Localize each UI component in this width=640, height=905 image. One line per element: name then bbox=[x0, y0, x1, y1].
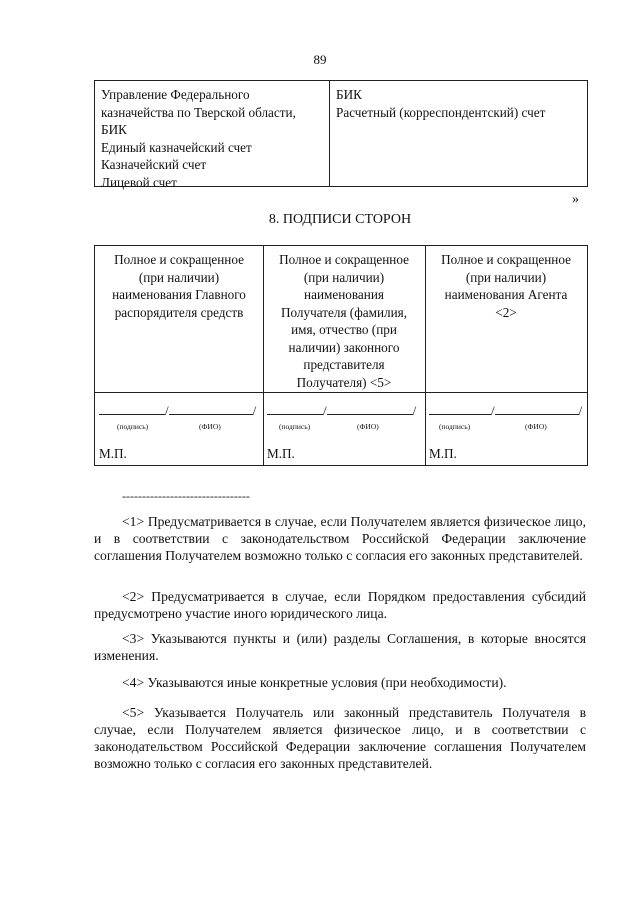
footnote-separator: -------------------------------- bbox=[122, 489, 250, 503]
signature-blank bbox=[429, 403, 491, 415]
footnote-text: <4> Указываются иные конкретные условия (при необходимости). bbox=[122, 675, 507, 690]
footnote-4 bbox=[94, 674, 586, 691]
header-line: наименования Агента bbox=[444, 287, 568, 302]
footnote-3 bbox=[94, 630, 586, 664]
bank-details-right-cell bbox=[330, 81, 587, 186]
signature-line: / / bbox=[99, 403, 256, 419]
header-line: Получателя (фамилия, bbox=[280, 304, 407, 320]
header-line: (при наличии) bbox=[465, 269, 547, 285]
header-line: Полное и сокращенное bbox=[441, 252, 571, 267]
name-blank bbox=[169, 403, 253, 415]
bank-left-line: Управление Федерального bbox=[101, 87, 250, 102]
footnote-text: <2> Предусматривается в случае, если Порядком предоставления субсидий предусмотрено участие иного юридического лица. bbox=[94, 589, 586, 621]
bank-left-line: Лицевой счет bbox=[101, 174, 177, 190]
header-line: наличии) законного bbox=[288, 339, 400, 355]
name-caption: (ФИО) bbox=[525, 422, 547, 431]
footnote-5 bbox=[94, 704, 586, 772]
signature-line: / / bbox=[267, 403, 416, 419]
closing-quote-mark: » bbox=[572, 192, 579, 207]
signature-blank bbox=[99, 403, 165, 415]
signature-line: / / bbox=[429, 403, 582, 419]
bank-left-line: Казначейский счет bbox=[101, 157, 207, 172]
footnote-text: <3> Указываются пункты и (или) разделы Соглашения, в которые вносятся изменения. bbox=[94, 631, 586, 663]
page-number: 89 bbox=[313, 52, 327, 67]
bank-right-line: БИК bbox=[336, 87, 362, 102]
name-caption: (ФИО) bbox=[357, 422, 379, 431]
header-line: (при наличии) bbox=[303, 269, 385, 285]
bank-details-left-cell bbox=[95, 81, 330, 190]
row-divider bbox=[95, 392, 587, 393]
signature-column-header-recipient bbox=[263, 251, 425, 391]
bank-left-line: Единый казначейский счет bbox=[101, 139, 252, 155]
header-line: наименования Главного bbox=[112, 287, 246, 302]
signatures-table bbox=[94, 245, 588, 466]
footnote-text: <1> Предусматривается в случае, если Получателем является физическое лицо, и в соответствии с законодательством Российской Федерации заключение соглашения Получателем возможно только с согласия его законных представителей. bbox=[94, 514, 586, 563]
seal-placeholder: М.П. bbox=[267, 446, 295, 461]
header-line: Полное и сокращенное bbox=[279, 252, 409, 267]
signature-column-header-agent bbox=[425, 251, 587, 321]
signature-column-header-main-administrator bbox=[95, 251, 263, 321]
header-line: распорядителя средств bbox=[114, 304, 244, 320]
name-blank bbox=[495, 403, 579, 415]
header-line: <2> bbox=[495, 304, 517, 320]
signature-caption: (подпись) bbox=[439, 422, 471, 431]
header-line: наименования bbox=[304, 287, 384, 302]
bank-details-table bbox=[94, 80, 588, 190]
header-line: Получателя) <5> bbox=[296, 374, 392, 390]
signature-caption: (подпись) bbox=[117, 422, 149, 431]
bank-left-line: БИК bbox=[101, 122, 127, 137]
signature-caption: (подпись) bbox=[279, 422, 311, 431]
footnote-text: <5> Указывается Получатель или законный представитель Получателя в случае, если Получателем является физическое лицо, и в соответствии с законодательством Российской Федерации заключение соглашения Получателем возможно только с согласия его законных представителей. bbox=[94, 705, 586, 771]
bank-right-line: Расчетный (корреспондентский) счет bbox=[336, 104, 546, 120]
footnote-2 bbox=[94, 588, 586, 622]
seal-placeholder: М.П. bbox=[99, 446, 127, 461]
header-line: (при наличии) bbox=[138, 269, 220, 285]
header-line: представителя bbox=[303, 357, 385, 372]
section-title: 8. ПОДПИСИ СТОРОН bbox=[268, 212, 412, 227]
header-line: Полное и сокращенное bbox=[114, 252, 244, 267]
header-line: имя, отчество (при bbox=[291, 322, 397, 337]
name-blank bbox=[327, 403, 413, 415]
name-caption: (ФИО) bbox=[199, 422, 221, 431]
bank-left-line: казначейства по Тверской области, bbox=[101, 104, 296, 120]
signature-blank bbox=[267, 403, 323, 415]
seal-placeholder: М.П. bbox=[429, 446, 457, 461]
footnote-1 bbox=[94, 513, 586, 564]
